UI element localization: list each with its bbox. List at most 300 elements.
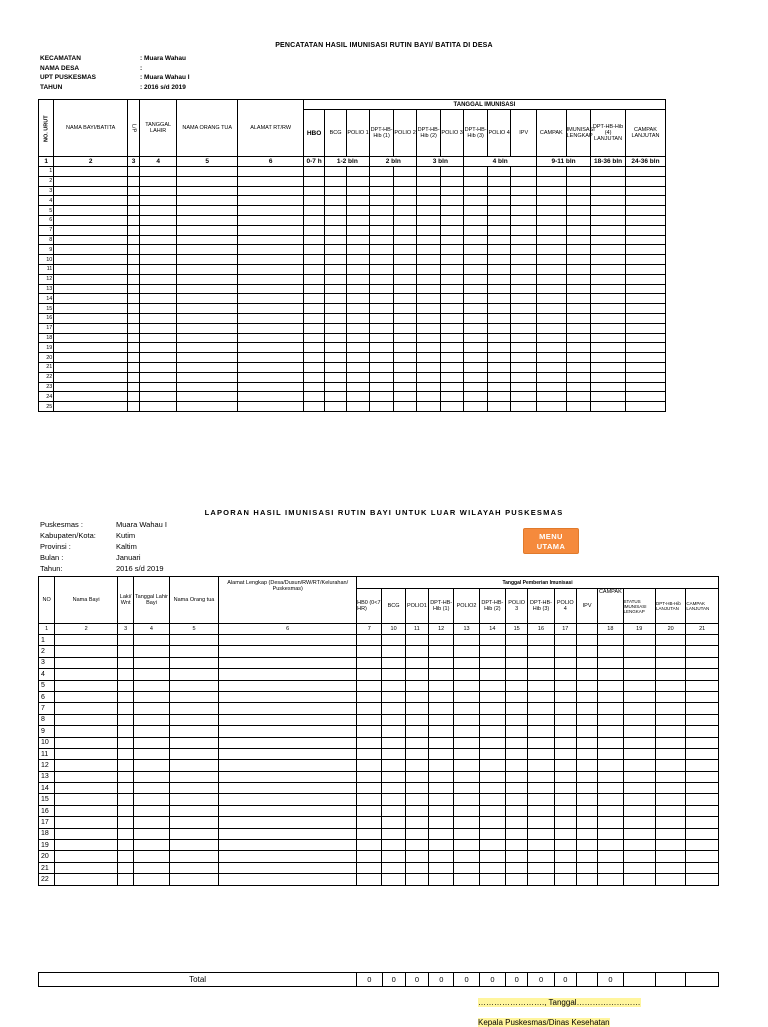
table-cell[interactable]	[623, 828, 655, 839]
table-cell[interactable]	[440, 225, 464, 235]
table-cell[interactable]	[536, 206, 566, 216]
table-cell[interactable]	[686, 771, 719, 782]
table-cell[interactable]	[370, 196, 394, 206]
table-cell[interactable]	[238, 167, 303, 177]
table-cell[interactable]	[623, 817, 655, 828]
table-cell[interactable]	[506, 760, 528, 771]
table-cell[interactable]	[55, 726, 118, 737]
table-cell[interactable]	[598, 805, 623, 816]
table-cell[interactable]	[625, 304, 665, 314]
table-cell[interactable]	[554, 635, 576, 646]
table-cell[interactable]	[325, 176, 346, 186]
table-cell[interactable]	[177, 176, 238, 186]
table-cell[interactable]	[536, 196, 566, 206]
table-cell[interactable]	[169, 805, 219, 816]
table-cell[interactable]	[429, 851, 454, 862]
table-cell[interactable]	[382, 657, 405, 668]
table-cell[interactable]	[54, 333, 128, 343]
table-cell[interactable]	[393, 333, 417, 343]
table-cell[interactable]	[623, 635, 655, 646]
table-cell[interactable]	[219, 874, 357, 885]
table-cell[interactable]	[479, 748, 505, 759]
table-cell[interactable]	[325, 186, 346, 196]
table-cell[interactable]	[303, 274, 324, 284]
table-cell[interactable]	[357, 828, 382, 839]
table-cell[interactable]	[238, 313, 303, 323]
table-cell[interactable]	[140, 186, 177, 196]
table-cell[interactable]	[429, 669, 454, 680]
table-cell[interactable]	[464, 382, 488, 392]
table-cell[interactable]	[511, 274, 537, 284]
table-cell[interactable]	[566, 382, 591, 392]
table-cell[interactable]	[393, 392, 417, 402]
table-cell[interactable]	[623, 737, 655, 748]
table-cell[interactable]	[382, 680, 405, 691]
table-cell[interactable]	[393, 402, 417, 412]
table-cell[interactable]	[357, 760, 382, 771]
table-cell[interactable]	[623, 760, 655, 771]
table-cell[interactable]	[625, 382, 665, 392]
table-cell[interactable]	[417, 167, 441, 177]
table-cell[interactable]	[528, 726, 554, 737]
table-cell[interactable]	[325, 264, 346, 274]
table-cell[interactable]	[177, 353, 238, 363]
table-cell[interactable]	[357, 748, 382, 759]
table-cell[interactable]	[118, 805, 134, 816]
table-cell[interactable]	[238, 245, 303, 255]
table-cell[interactable]	[655, 646, 685, 657]
table-cell[interactable]	[140, 343, 177, 353]
table-cell[interactable]	[370, 313, 394, 323]
table-cell[interactable]	[127, 206, 139, 216]
table-cell[interactable]	[554, 680, 576, 691]
table-cell[interactable]	[127, 313, 139, 323]
table-cell[interactable]	[576, 703, 597, 714]
table-cell[interactable]	[625, 255, 665, 265]
table-cell[interactable]	[370, 225, 394, 235]
table-cell[interactable]	[417, 323, 441, 333]
table-cell[interactable]	[393, 176, 417, 186]
table-cell[interactable]	[177, 167, 238, 177]
table-cell[interactable]	[487, 353, 511, 363]
table-cell[interactable]	[566, 313, 591, 323]
table-cell[interactable]	[370, 255, 394, 265]
table-cell[interactable]	[511, 264, 537, 274]
table-cell[interactable]	[591, 353, 626, 363]
table-cell[interactable]	[591, 343, 626, 353]
table-cell[interactable]	[506, 691, 528, 702]
table-cell[interactable]	[536, 313, 566, 323]
table-cell[interactable]	[554, 828, 576, 839]
table-cell[interactable]	[454, 840, 479, 851]
table-cell[interactable]	[655, 691, 685, 702]
table-cell[interactable]	[357, 851, 382, 862]
table-cell[interactable]	[325, 274, 346, 284]
table-cell[interactable]	[127, 362, 139, 372]
table-cell[interactable]	[623, 680, 655, 691]
table-cell[interactable]	[686, 691, 719, 702]
table-cell[interactable]	[382, 737, 405, 748]
table-cell[interactable]	[177, 255, 238, 265]
table-cell[interactable]	[686, 760, 719, 771]
table-cell[interactable]	[55, 703, 118, 714]
table-cell[interactable]	[357, 703, 382, 714]
table-cell[interactable]	[325, 215, 346, 225]
table-cell[interactable]	[134, 828, 169, 839]
table-cell[interactable]	[54, 215, 128, 225]
table-cell[interactable]	[576, 851, 597, 862]
table-cell[interactable]	[655, 862, 685, 873]
table-cell[interactable]	[405, 691, 428, 702]
table-cell[interactable]	[140, 215, 177, 225]
table-cell[interactable]	[169, 680, 219, 691]
table-cell[interactable]	[487, 196, 511, 206]
table-cell[interactable]	[440, 343, 464, 353]
table-cell[interactable]	[118, 669, 134, 680]
table-cell[interactable]	[55, 635, 118, 646]
table-cell[interactable]	[536, 264, 566, 274]
table-cell[interactable]	[393, 382, 417, 392]
table-cell[interactable]	[325, 362, 346, 372]
table-cell[interactable]	[127, 382, 139, 392]
table-cell[interactable]	[440, 255, 464, 265]
table-cell[interactable]	[393, 353, 417, 363]
table-cell[interactable]	[127, 245, 139, 255]
table-cell[interactable]	[506, 794, 528, 805]
table-cell[interactable]	[623, 874, 655, 885]
table-cell[interactable]	[591, 245, 626, 255]
table-cell[interactable]	[576, 805, 597, 816]
table-cell[interactable]	[598, 691, 623, 702]
table-cell[interactable]	[127, 294, 139, 304]
table-cell[interactable]	[238, 294, 303, 304]
table-cell[interactable]	[576, 771, 597, 782]
table-cell[interactable]	[625, 186, 665, 196]
table-cell[interactable]	[169, 817, 219, 828]
table-cell[interactable]	[219, 771, 357, 782]
table-cell[interactable]	[238, 323, 303, 333]
table-cell[interactable]	[625, 372, 665, 382]
table-cell[interactable]	[479, 691, 505, 702]
table-cell[interactable]	[511, 167, 537, 177]
table-cell[interactable]	[528, 817, 554, 828]
table-cell[interactable]	[576, 828, 597, 839]
table-cell[interactable]	[598, 657, 623, 668]
table-cell[interactable]	[511, 392, 537, 402]
table-cell[interactable]	[566, 362, 591, 372]
table-cell[interactable]	[127, 323, 139, 333]
table-cell[interactable]	[528, 691, 554, 702]
table-cell[interactable]	[625, 167, 665, 177]
table-cell[interactable]	[393, 362, 417, 372]
table-cell[interactable]	[417, 402, 441, 412]
table-cell[interactable]	[554, 691, 576, 702]
table-cell[interactable]	[464, 304, 488, 314]
table-cell[interactable]	[118, 714, 134, 725]
table-cell[interactable]	[393, 186, 417, 196]
table-cell[interactable]	[536, 333, 566, 343]
table-cell[interactable]	[479, 703, 505, 714]
table-cell[interactable]	[479, 817, 505, 828]
table-cell[interactable]	[511, 215, 537, 225]
table-cell[interactable]	[454, 828, 479, 839]
table-cell[interactable]	[554, 874, 576, 885]
table-cell[interactable]	[325, 333, 346, 343]
table-cell[interactable]	[238, 215, 303, 225]
table-cell[interactable]	[625, 294, 665, 304]
table-cell[interactable]	[440, 245, 464, 255]
table-cell[interactable]	[393, 167, 417, 177]
table-cell[interactable]	[528, 646, 554, 657]
table-cell[interactable]	[591, 362, 626, 372]
table-cell[interactable]	[506, 862, 528, 873]
table-cell[interactable]	[55, 669, 118, 680]
table-cell[interactable]	[623, 669, 655, 680]
table-cell[interactable]	[487, 186, 511, 196]
table-cell[interactable]	[417, 215, 441, 225]
table-cell[interactable]	[118, 680, 134, 691]
table-cell[interactable]	[393, 343, 417, 353]
table-cell[interactable]	[655, 874, 685, 885]
table-cell[interactable]	[598, 737, 623, 748]
table-cell[interactable]	[429, 840, 454, 851]
table-cell[interactable]	[454, 794, 479, 805]
table-cell[interactable]	[370, 382, 394, 392]
table-cell[interactable]	[382, 828, 405, 839]
table-cell[interactable]	[487, 215, 511, 225]
table-cell[interactable]	[118, 783, 134, 794]
table-cell[interactable]	[370, 353, 394, 363]
table-cell[interactable]	[536, 235, 566, 245]
table-cell[interactable]	[686, 646, 719, 657]
table-cell[interactable]	[325, 304, 346, 314]
table-cell[interactable]	[127, 186, 139, 196]
table-cell[interactable]	[487, 313, 511, 323]
table-cell[interactable]	[623, 714, 655, 725]
table-cell[interactable]	[417, 186, 441, 196]
table-cell[interactable]	[591, 206, 626, 216]
table-cell[interactable]	[655, 726, 685, 737]
table-cell[interactable]	[487, 167, 511, 177]
table-cell[interactable]	[429, 726, 454, 737]
table-cell[interactable]	[134, 851, 169, 862]
table-cell[interactable]	[382, 851, 405, 862]
table-cell[interactable]	[686, 794, 719, 805]
table-cell[interactable]	[219, 805, 357, 816]
table-cell[interactable]	[134, 669, 169, 680]
table-cell[interactable]	[370, 323, 394, 333]
table-cell[interactable]	[393, 196, 417, 206]
table-cell[interactable]	[393, 313, 417, 323]
table-cell[interactable]	[346, 402, 370, 412]
table-cell[interactable]	[554, 771, 576, 782]
table-cell[interactable]	[623, 805, 655, 816]
table-cell[interactable]	[55, 817, 118, 828]
table-cell[interactable]	[55, 657, 118, 668]
table-cell[interactable]	[429, 874, 454, 885]
table-cell[interactable]	[591, 274, 626, 284]
table-cell[interactable]	[55, 805, 118, 816]
table-cell[interactable]	[303, 304, 324, 314]
table-cell[interactable]	[417, 235, 441, 245]
table-cell[interactable]	[238, 225, 303, 235]
table-cell[interactable]	[54, 304, 128, 314]
table-cell[interactable]	[127, 167, 139, 177]
table-cell[interactable]	[169, 691, 219, 702]
table-cell[interactable]	[393, 304, 417, 314]
table-cell[interactable]	[393, 284, 417, 294]
table-cell[interactable]	[511, 196, 537, 206]
table-cell[interactable]	[554, 817, 576, 828]
table-cell[interactable]	[506, 828, 528, 839]
table-cell[interactable]	[591, 215, 626, 225]
table-cell[interactable]	[554, 805, 576, 816]
table-cell[interactable]	[370, 372, 394, 382]
table-cell[interactable]	[54, 382, 128, 392]
table-cell[interactable]	[528, 794, 554, 805]
table-cell[interactable]	[655, 851, 685, 862]
table-cell[interactable]	[417, 196, 441, 206]
table-cell[interactable]	[370, 392, 394, 402]
table-cell[interactable]	[417, 313, 441, 323]
table-cell[interactable]	[686, 726, 719, 737]
table-cell[interactable]	[219, 714, 357, 725]
table-cell[interactable]	[238, 333, 303, 343]
table-cell[interactable]	[140, 235, 177, 245]
table-cell[interactable]	[464, 313, 488, 323]
table-cell[interactable]	[623, 657, 655, 668]
table-cell[interactable]	[219, 703, 357, 714]
table-cell[interactable]	[487, 264, 511, 274]
table-cell[interactable]	[454, 635, 479, 646]
table-cell[interactable]	[511, 343, 537, 353]
table-cell[interactable]	[598, 817, 623, 828]
table-cell[interactable]	[576, 635, 597, 646]
table-cell[interactable]	[303, 206, 324, 216]
table-cell[interactable]	[303, 313, 324, 323]
table-cell[interactable]	[511, 294, 537, 304]
table-cell[interactable]	[405, 748, 428, 759]
table-cell[interactable]	[655, 680, 685, 691]
table-cell[interactable]	[140, 284, 177, 294]
table-cell[interactable]	[127, 402, 139, 412]
table-cell[interactable]	[169, 794, 219, 805]
table-cell[interactable]	[506, 840, 528, 851]
table-cell[interactable]	[598, 794, 623, 805]
table-cell[interactable]	[238, 186, 303, 196]
table-cell[interactable]	[219, 737, 357, 748]
table-cell[interactable]	[55, 646, 118, 657]
table-cell[interactable]	[169, 646, 219, 657]
table-cell[interactable]	[382, 794, 405, 805]
table-cell[interactable]	[134, 691, 169, 702]
table-cell[interactable]	[487, 343, 511, 353]
table-cell[interactable]	[591, 294, 626, 304]
table-cell[interactable]	[177, 245, 238, 255]
table-cell[interactable]	[479, 794, 505, 805]
table-cell[interactable]	[127, 353, 139, 363]
table-cell[interactable]	[655, 817, 685, 828]
table-cell[interactable]	[566, 245, 591, 255]
table-cell[interactable]	[655, 783, 685, 794]
table-cell[interactable]	[134, 805, 169, 816]
table-cell[interactable]	[238, 196, 303, 206]
table-cell[interactable]	[686, 828, 719, 839]
table-cell[interactable]	[554, 669, 576, 680]
table-cell[interactable]	[479, 646, 505, 657]
table-cell[interactable]	[623, 748, 655, 759]
table-cell[interactable]	[346, 362, 370, 372]
table-cell[interactable]	[655, 737, 685, 748]
table-cell[interactable]	[487, 372, 511, 382]
table-cell[interactable]	[479, 726, 505, 737]
table-cell[interactable]	[382, 840, 405, 851]
table-cell[interactable]	[440, 167, 464, 177]
table-cell[interactable]	[346, 392, 370, 402]
table-cell[interactable]	[591, 372, 626, 382]
table-cell[interactable]	[177, 284, 238, 294]
table-cell[interactable]	[55, 840, 118, 851]
table-cell[interactable]	[134, 726, 169, 737]
table-cell[interactable]	[440, 294, 464, 304]
table-cell[interactable]	[169, 783, 219, 794]
table-cell[interactable]	[177, 304, 238, 314]
table-cell[interactable]	[55, 737, 118, 748]
table-cell[interactable]	[598, 726, 623, 737]
table-cell[interactable]	[140, 323, 177, 333]
table-cell[interactable]	[528, 657, 554, 668]
table-cell[interactable]	[325, 372, 346, 382]
table-cell[interactable]	[429, 760, 454, 771]
table-cell[interactable]	[177, 225, 238, 235]
table-cell[interactable]	[464, 215, 488, 225]
table-cell[interactable]	[357, 771, 382, 782]
table-cell[interactable]	[576, 862, 597, 873]
table-cell[interactable]	[127, 333, 139, 343]
table-cell[interactable]	[303, 402, 324, 412]
table-cell[interactable]	[566, 167, 591, 177]
table-cell[interactable]	[625, 323, 665, 333]
table-cell[interactable]	[536, 304, 566, 314]
table-cell[interactable]	[479, 760, 505, 771]
table-cell[interactable]	[464, 225, 488, 235]
table-cell[interactable]	[464, 284, 488, 294]
table-cell[interactable]	[591, 304, 626, 314]
table-cell[interactable]	[140, 392, 177, 402]
table-cell[interactable]	[54, 186, 128, 196]
table-cell[interactable]	[591, 333, 626, 343]
table-cell[interactable]	[127, 284, 139, 294]
table-cell[interactable]	[370, 245, 394, 255]
table-cell[interactable]	[506, 726, 528, 737]
table-cell[interactable]	[566, 264, 591, 274]
table-cell[interactable]	[219, 748, 357, 759]
table-cell[interactable]	[346, 264, 370, 274]
table-cell[interactable]	[566, 343, 591, 353]
table-cell[interactable]	[623, 771, 655, 782]
table-cell[interactable]	[417, 264, 441, 274]
table-cell[interactable]	[429, 691, 454, 702]
table-cell[interactable]	[417, 255, 441, 265]
table-cell[interactable]	[219, 635, 357, 646]
table-cell[interactable]	[625, 235, 665, 245]
table-cell[interactable]	[487, 284, 511, 294]
table-cell[interactable]	[177, 323, 238, 333]
table-cell[interactable]	[127, 235, 139, 245]
table-cell[interactable]	[303, 176, 324, 186]
table-cell[interactable]	[127, 215, 139, 225]
table-cell[interactable]	[566, 333, 591, 343]
